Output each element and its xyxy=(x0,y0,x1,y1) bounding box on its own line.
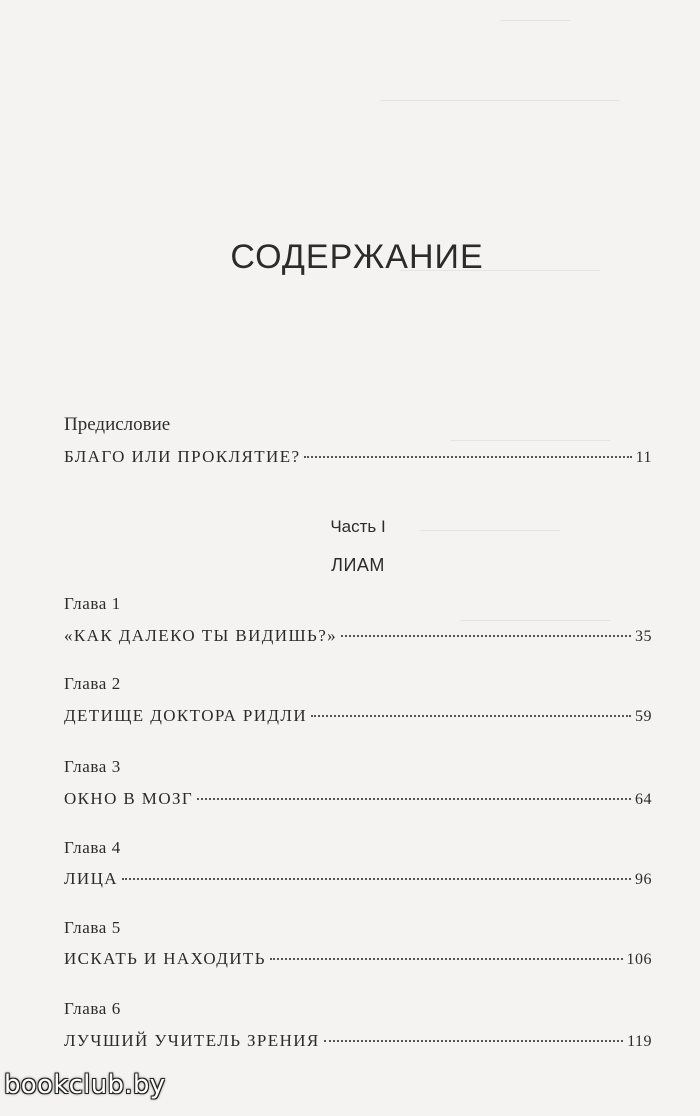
toc-entry-title: ЛУЧШИЙ УЧИТЕЛЬ ЗРЕНИЯ xyxy=(64,1031,320,1050)
chapter-label: Глава 6 xyxy=(64,999,121,1018)
toc-entry-chapter-2[interactable] xyxy=(64,706,652,726)
toc-entry-chapter-6[interactable] xyxy=(64,1031,652,1051)
preface-label: Предисловие xyxy=(64,414,171,435)
dot-leader xyxy=(197,798,631,800)
toc-entry-chapter-1[interactable] xyxy=(64,626,652,646)
toc-entry-chapter-3[interactable] xyxy=(64,789,652,809)
toc-entry-title: БЛАГО ИЛИ ПРОКЛЯТИЕ? xyxy=(64,447,301,466)
dot-leader xyxy=(270,958,623,960)
toc-entry-page: 96 xyxy=(635,871,652,888)
toc-entry-page: 59 xyxy=(635,708,652,725)
chapter-label: Глава 5 xyxy=(64,918,121,937)
toc-entry-title: ОКНО В МОЗГ xyxy=(64,789,194,808)
dot-leader xyxy=(304,456,631,458)
dot-leader xyxy=(122,878,631,880)
chapter-label: Глава 3 xyxy=(64,757,121,776)
chapter-label: Глава 2 xyxy=(64,674,121,693)
toc-entry-title: ИСКАТЬ И НАХОДИТЬ xyxy=(64,949,266,968)
toc-entry-page: 11 xyxy=(635,449,652,466)
chapter-label: Глава 4 xyxy=(64,838,121,857)
toc-entry-page: 119 xyxy=(627,1033,652,1050)
chapter-label: Глава 1 xyxy=(64,594,121,613)
bleed-through-mark xyxy=(450,440,610,441)
toc-entry-title: «КАК ДАЛЕКО ТЫ ВИДИШЬ?» xyxy=(64,626,338,645)
toc-entry-preface[interactable] xyxy=(64,447,652,467)
toc-entry-chapter-4[interactable] xyxy=(64,869,652,889)
bleed-through-mark xyxy=(460,620,610,621)
bleed-through-mark xyxy=(380,100,620,101)
toc-entry-title: ЛИЦА xyxy=(64,869,118,888)
page-title: СОДЕРЖАНИЕ xyxy=(230,238,484,276)
part-number: Часть I xyxy=(330,517,386,536)
toc-entry-page: 64 xyxy=(635,791,652,808)
dot-leader xyxy=(341,635,631,637)
part-name: ЛИАМ xyxy=(331,555,385,575)
toc-entry-page: 35 xyxy=(635,628,652,645)
toc-entry-title: ДЕТИЩЕ ДОКТОРА РИДЛИ xyxy=(64,706,308,725)
bleed-through-mark xyxy=(500,20,570,21)
toc-entry-chapter-5[interactable] xyxy=(64,949,652,969)
dot-leader xyxy=(324,1040,623,1042)
toc-entry-page: 106 xyxy=(626,951,652,968)
dot-leader xyxy=(311,715,631,717)
watermark: bookclub.by xyxy=(4,1070,166,1100)
